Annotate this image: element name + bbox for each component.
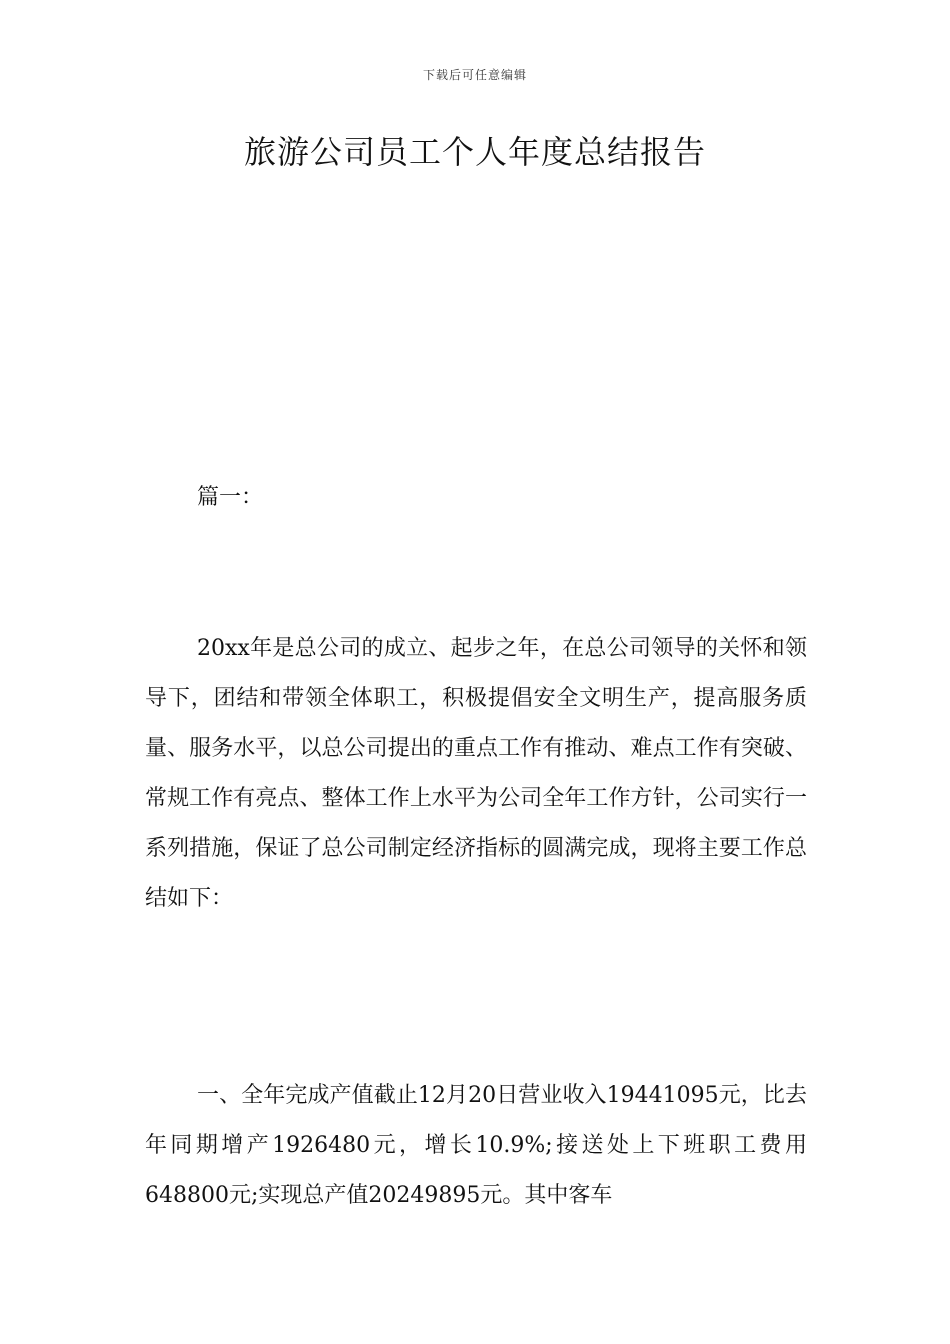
section-label: 篇一： xyxy=(197,485,264,510)
page-header-note: 下载后可任意编辑 xyxy=(422,68,527,82)
body-paragraph: 20xx年是总公司的成立、起步之年，在总公司领导的关怀和领导下，团结和带领全体职工，积极提倡安全文明生产，提高服务质量、服务水平，以总公司提出的重点工作有推动、难点工作有突破、常规工作有亮点、整体工作上水平为公司全年工作方针，公司实行一系列措施，保证了总公司制定经济指标的圆满完成，现将主要工作总结如下： xyxy=(145,636,807,911)
body-paragraph: 一、全年完成产值截止12月20日营业收入19441095元，比去年同期增产1926480元，增长10.9%;接送处上下班职工费用648800元;实现总产值20249895元。其中客车 xyxy=(145,1083,807,1208)
document-title: 旅游公司员工个人年度总结报告 xyxy=(243,133,706,171)
